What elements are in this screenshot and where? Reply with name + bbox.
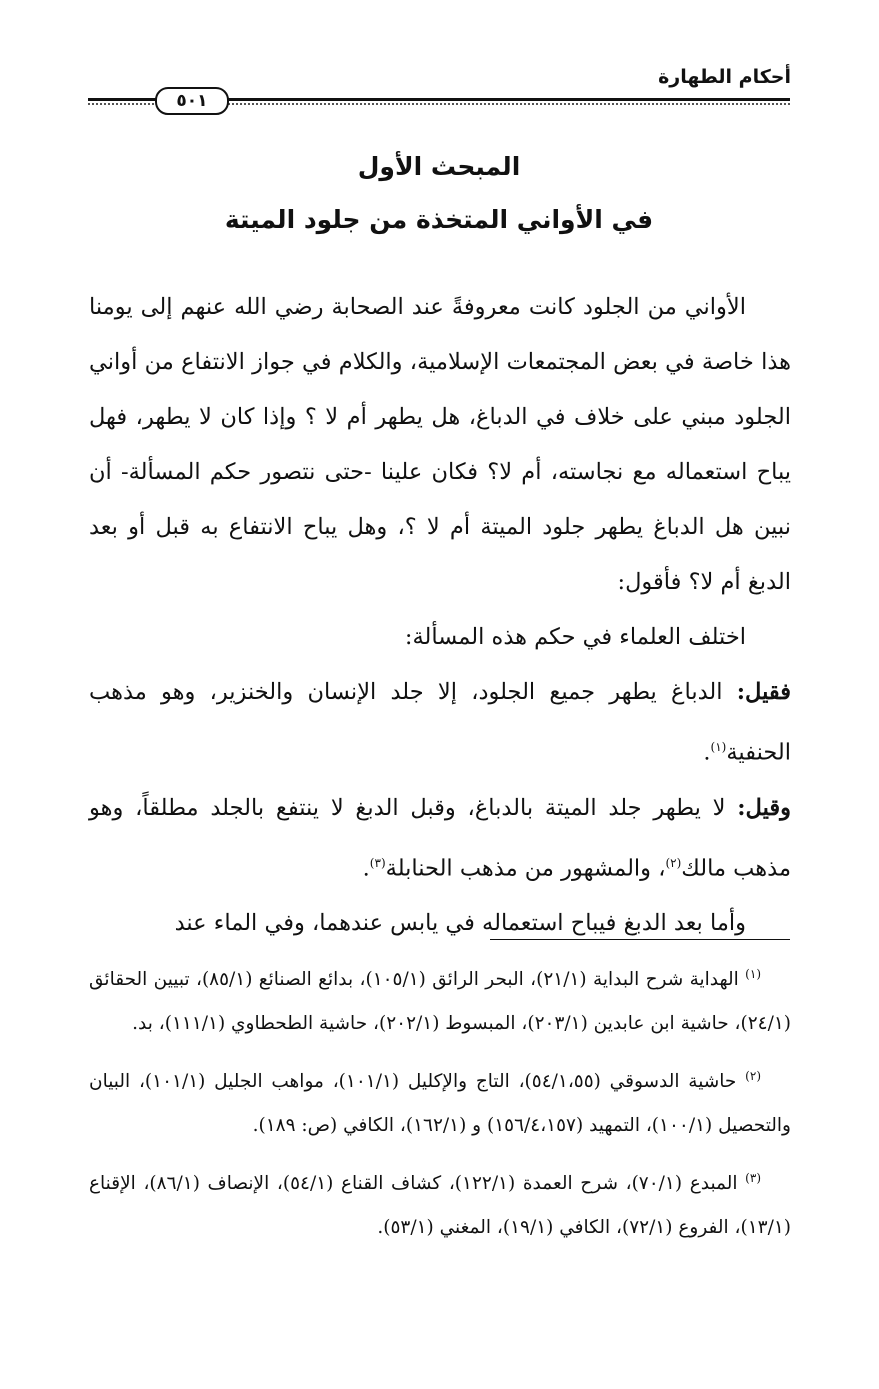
opinion-end-2: . [362,855,370,881]
footnote-ref-2: (٢) [665,855,682,870]
footnote-marker-3: (٣) [745,1171,761,1186]
opinion-label-1: فقيل: [736,679,791,705]
section-subtitle: في الأواني المتخذة من جلود الميتة [224,205,654,234]
footnote-3 [89,1156,791,1250]
section-title: المبحث الأول [357,152,521,181]
paragraph-4 [89,781,791,897]
running-head: أحكام الطهارة [658,66,791,88]
opinion-text-2: لا يطهر جلد الميتة بالدباغ، وقبل الدبغ لا ينتفع بالجلد مطلقاً، وهو مذهب مالك [89,794,791,881]
footnote-1 [89,952,791,1046]
opinion-text-1: الدباغ يطهر جميع الجلود، إلا جلد الإنسان والخنزير، وهو مذهب الحنفية [89,679,791,766]
paragraph-1: الأواني من الجلود كانت معروفةً عند الصحابة رضي الله عنهم إلى يومنا هذا خاصة في بعض المجتمعات الإسلامية، والكلام في جواز الانتفاع من أواني الجلود مبني على خلاف في الدباغ، هل يطهر أم لا ؟ وإذا كان لا يطهر، فهل يباح استعماله مع نجاسته، أم لا؟ فكان علينا -حتى نتصور حكم المسألة- أن نبين هل الدباغ يطهر جلود الميتة أم لا ؟، وهل يباح الانتفاع به قبل أو بعد الدبغ أم لا؟ فأقول: [89,294,791,595]
paragraph-5: وأما بعد الدبغ فيباح استعماله في يابس عندهما، وفي الماء عند [174,910,746,936]
opinion-label-2: وقيل: [737,794,791,821]
footnote-rule [490,939,790,940]
footnote-text-2: حاشية الدسوقي (٥٤/١،٥٥)، التاج والإكليل (١٠١/١)، مواهب الجليل (١٠١/١)، البيان والتحصيل (١٠٠/١)، التمهيد (١٥٦/٤،١٥٧) و (١٦٢/١)، الكافي (ص: ١٨٩). [89,1071,791,1137]
footnote-text-3: المبدع (٧٠/١)، شرح العمدة (١٢٢/١)، كشاف القناع (٥٤/١)، الإنصاف (٨٦/١)، الإقناع (١٣/١)، الفروع (٧٢/١)، الكافي (١٩/١)، المغني (٥٣/١). [89,1173,791,1239]
footnote-text-1: الهداية شرح البداية (٢١/١)، البحر الرائق (١٠٥/١)، بدائع الصنائع (٨٥/١)، تبيين الحقائق (٢٤/١)، حاشية ابن عابدين (٢٠٣/١)، المبسوط (٢٠٢/١)، حاشية الطحطاوي (١١١/١)، بد. [89,969,791,1035]
footnote-ref-1: (١) [710,740,727,754]
footnote-marker-1: (١) [745,967,761,981]
opinion-end-1: . [703,739,711,766]
paragraph-3 [89,665,791,781]
footnote-marker-2: (٢) [745,1069,761,1084]
footnotes [89,952,791,1258]
body-text [89,280,791,951]
paragraph-2: اختلف العلماء في حكم هذه المسألة: [404,624,746,650]
footnote-ref-3: (٣) [369,855,386,870]
page-number: ٥٠١ [155,87,229,115]
opinion-mid-2: ، والمشهور من مذهب الحنابلة [385,855,666,881]
footnote-2 [89,1054,791,1148]
